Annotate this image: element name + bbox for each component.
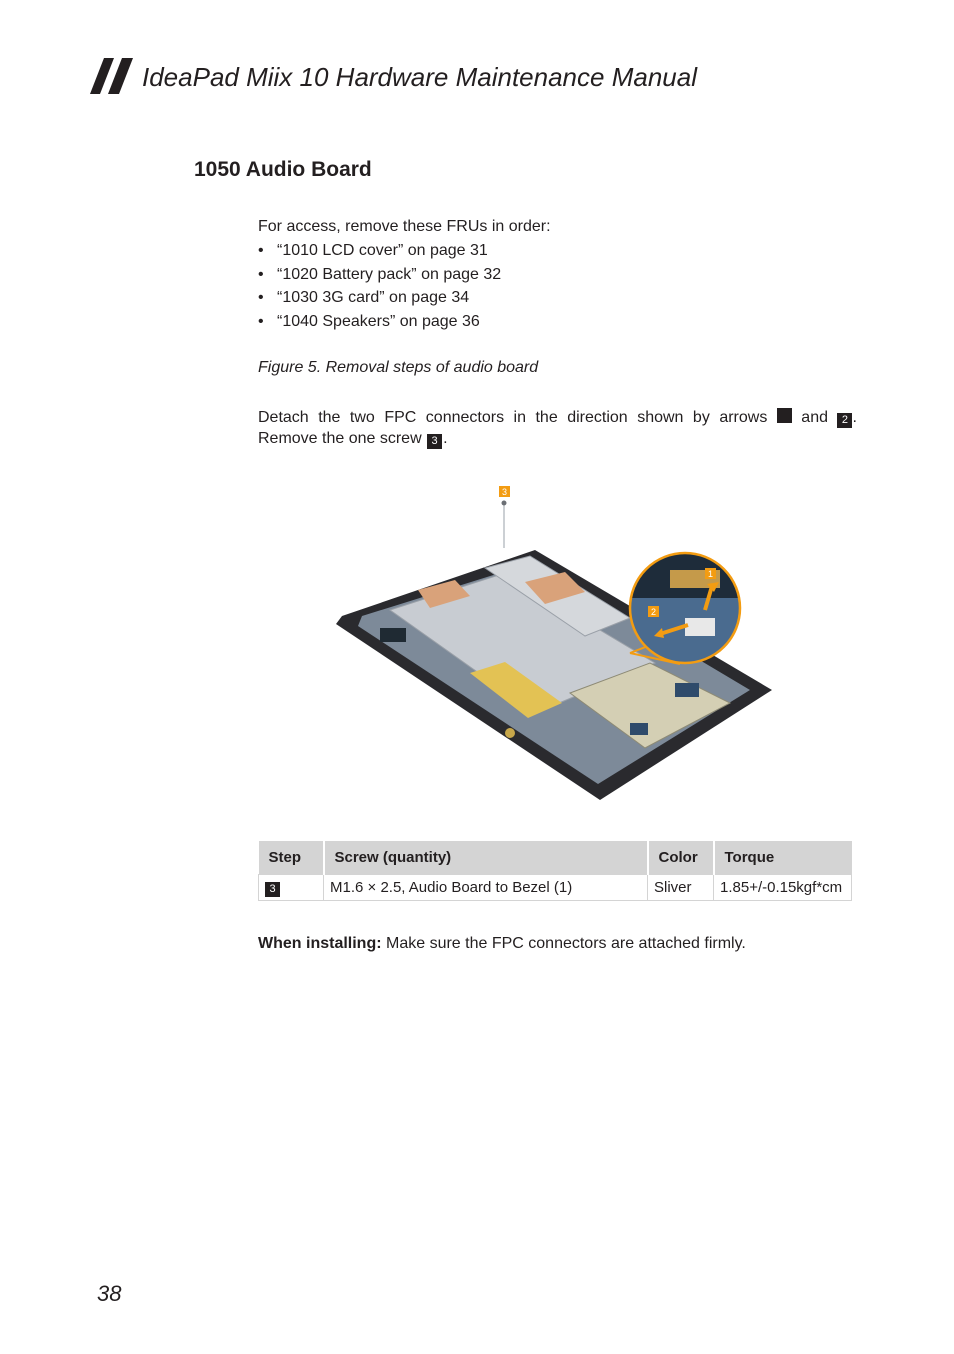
callout-label-2: 2 [650,607,657,617]
step-badge: 3 [265,882,280,897]
manual-title: IdeaPad Miix 10 Hardware Maintenance Manual [142,62,697,92]
instruction-word: by [692,409,710,426]
table-header-row [259,841,852,875]
list-item [258,241,501,265]
instruction-word: two [349,409,375,426]
instruction-word: Detach [258,409,309,426]
column-header-screw: Screw (quantity) [324,841,648,875]
column-header-color: Color [648,841,714,875]
instruction-line-1 [258,408,857,428]
bullet: • [258,265,264,283]
figure-caption: Figure 5. Removal steps of audio board [258,359,539,376]
instruction-word: and [801,409,828,426]
callout-label-3: 3 [501,487,508,497]
access-intro: For access, remove these FRUs in order: [258,218,551,235]
instruction-word: FPC [384,409,417,426]
fru-link-lcd-cover[interactable]: “1010 LCD cover” on page 31 [277,242,488,259]
audio-board-removal-figure [330,478,780,808]
cell-color: Sliver [648,875,714,901]
instruction-text: Remove the one screw [258,430,422,447]
step-badge-2: 2 [837,413,852,428]
cell-step [259,875,324,901]
list-item [258,312,501,336]
step-badge-1 [777,408,792,423]
instruction-line-2 [258,429,448,449]
manual-logo-slashes-icon [90,58,136,94]
cell-torque: 1.85+/-0.15kgf*cm [714,875,852,901]
instruction-word: the [318,409,341,426]
instruction-word: in [513,409,526,426]
bullet: • [258,242,264,259]
bullet: • [258,313,264,331]
screw-icon [502,501,507,506]
installation-note [258,934,746,954]
instruction-word: arrows [719,409,768,426]
instruction-period: . [443,430,448,447]
table-row [259,875,852,901]
board-component [380,628,406,642]
callout-label-1: 1 [707,569,714,579]
cell-screw: M1.6 × 2.5, Audio Board to Bezel (1) [324,875,648,901]
fru-link-speakers[interactable]: “1040 Speakers” on page 36 [277,313,480,331]
instruction-word: direction [567,409,628,426]
instruction-word: connectors [425,409,505,426]
instruction-word: shown [637,409,684,426]
page-number: 38 [97,1281,122,1306]
section-title: 1050 Audio Board [194,158,372,181]
board-component [505,728,515,738]
fru-removal-list [258,241,501,336]
list-item [258,288,501,312]
column-header-torque: Torque [714,841,852,875]
column-header-step: Step [259,841,324,875]
list-item [258,265,501,289]
board-component [630,723,648,735]
board-component [675,683,699,697]
note-label: When installing: [258,935,382,952]
bullet: • [258,289,264,307]
note-text: Make sure the FPC connectors are attached firmly. [381,935,746,952]
step-badge-3: 3 [427,434,442,449]
fru-link-3g-card[interactable]: “1030 3G card” on page 34 [277,289,470,307]
instruction-period: . [852,409,857,426]
fru-link-battery-pack[interactable]: “1020 Battery pack” on page 32 [277,265,502,283]
instruction-word: the [535,409,558,426]
screw-table [258,841,852,901]
